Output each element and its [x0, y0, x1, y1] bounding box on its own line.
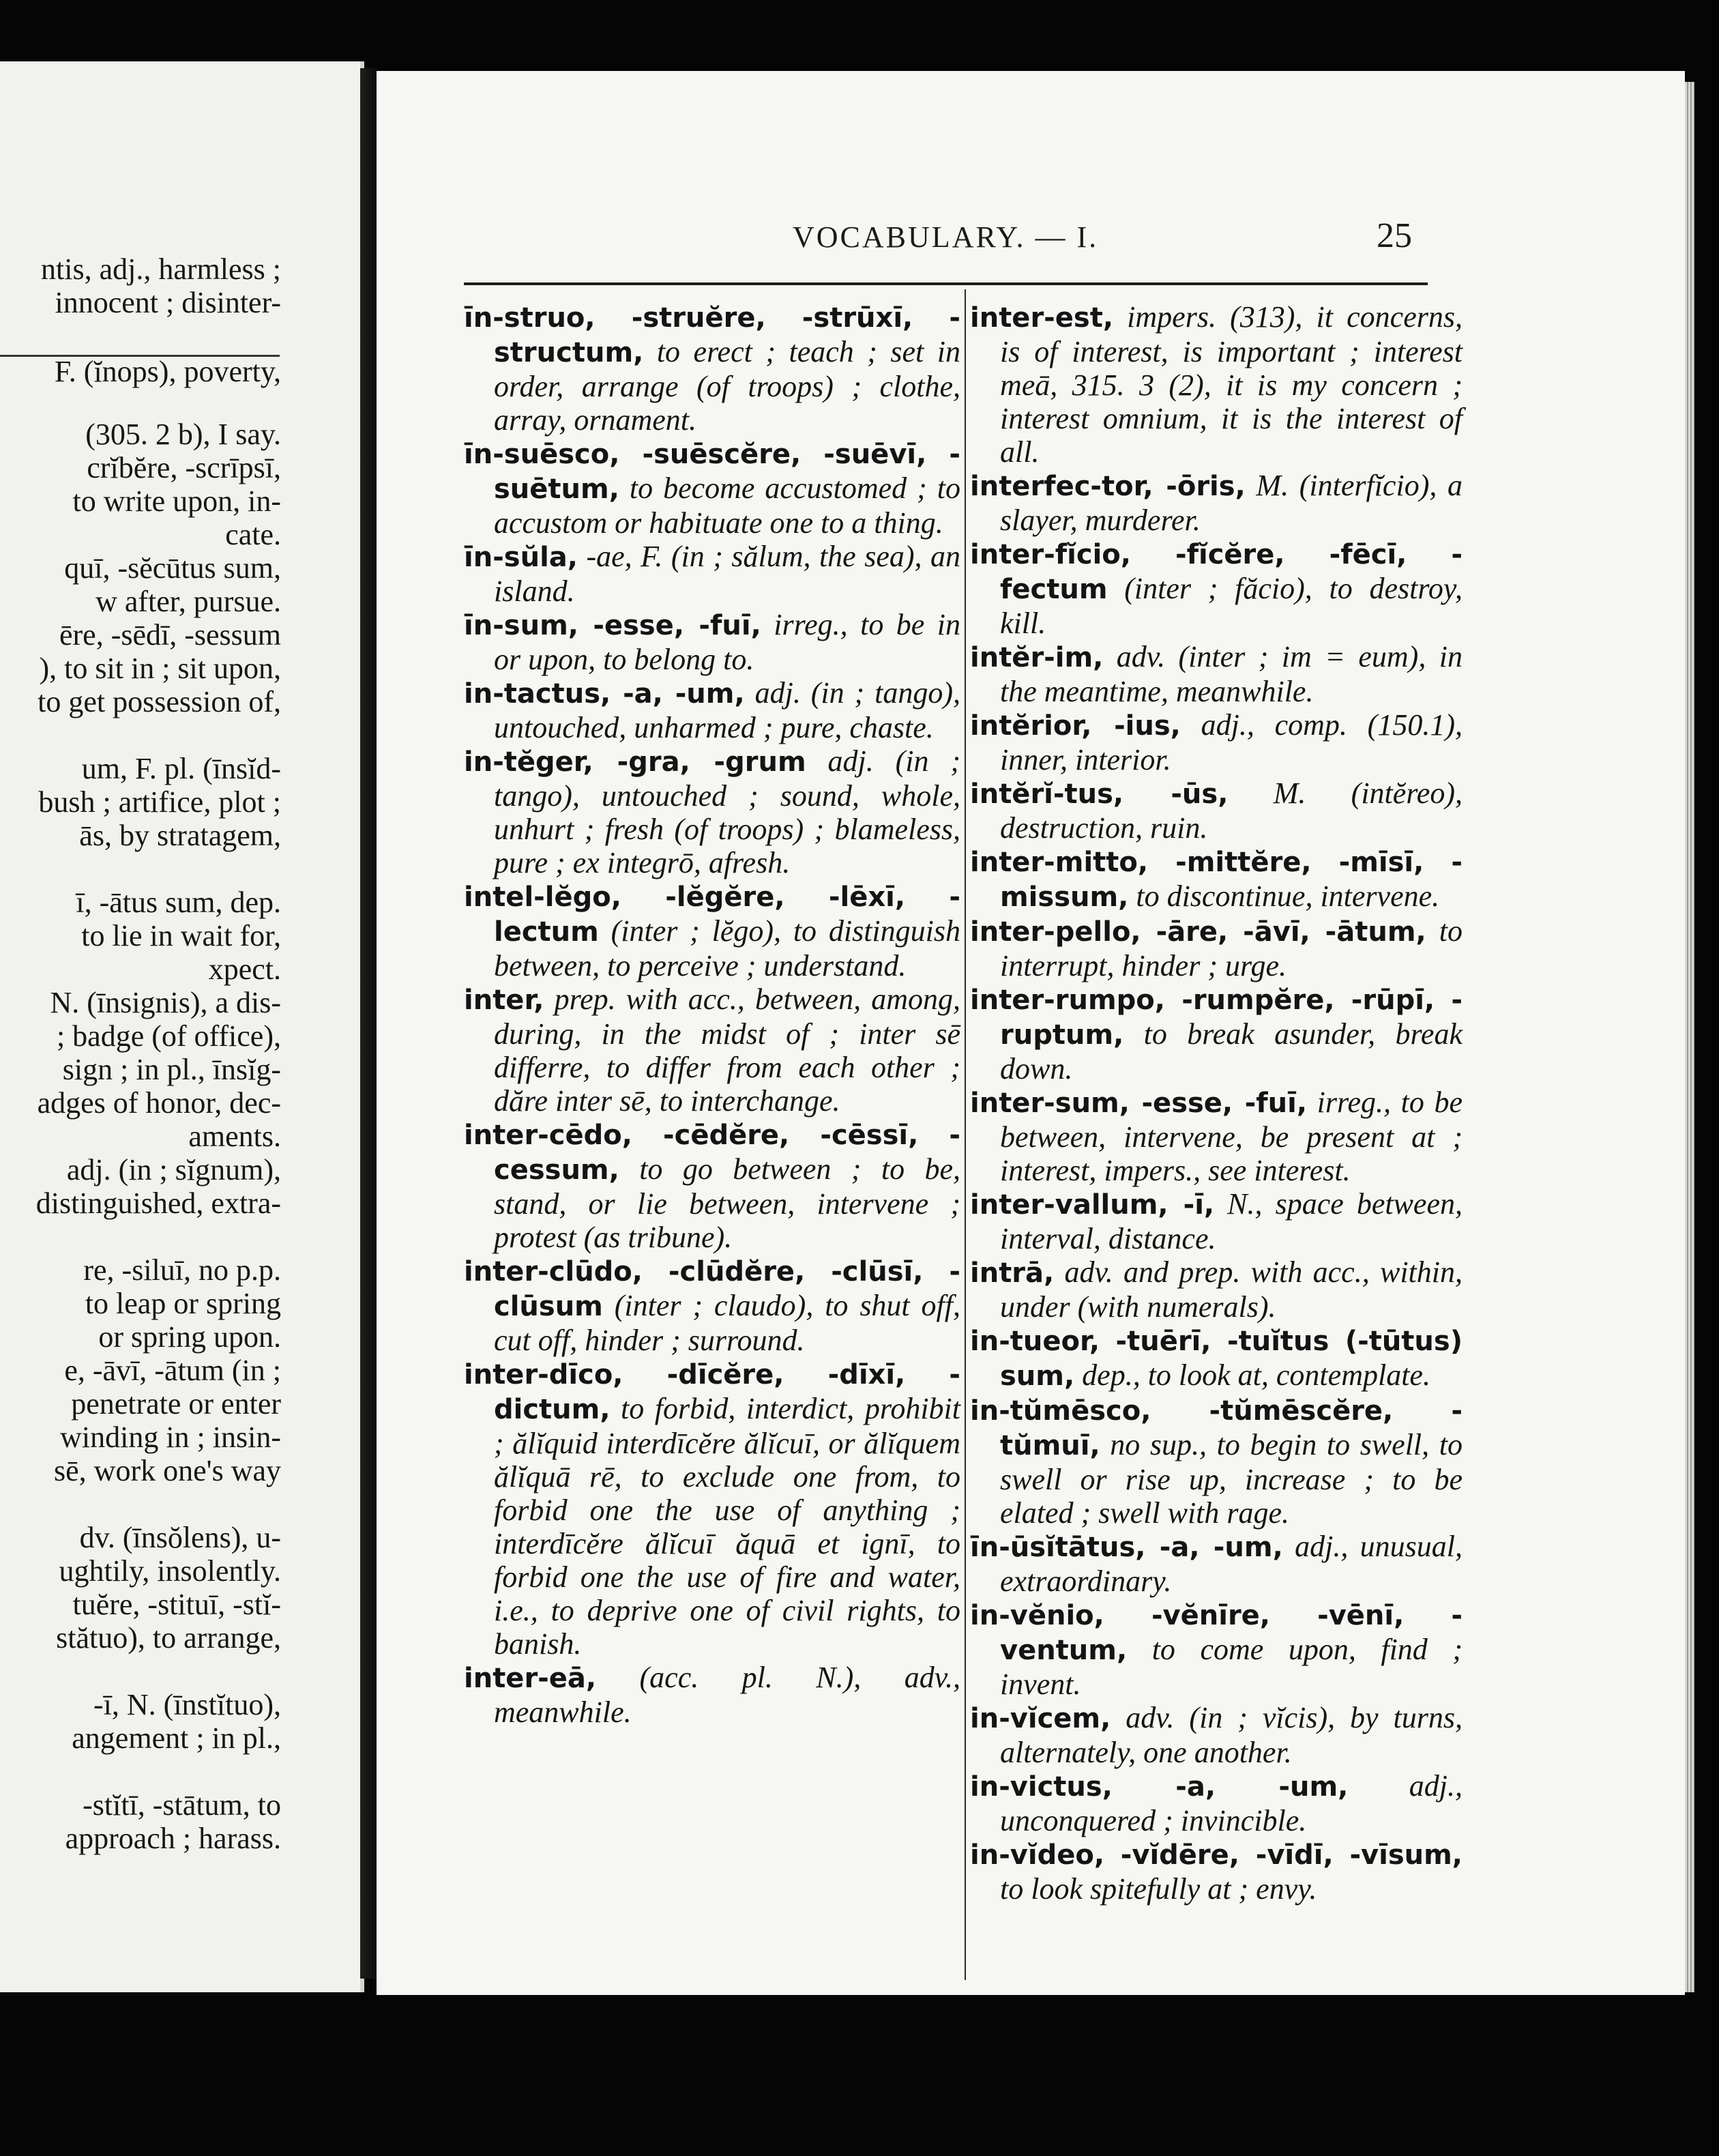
- left-page-fragment: stătuo), to arrange,: [56, 1621, 281, 1655]
- entry-headword: īn-sŭla,: [464, 542, 578, 573]
- vocabulary-entry: [970, 982, 1463, 1086]
- vocabulary-entry: [970, 914, 1463, 982]
- entry-definition: adj. (in ; tango), untouched, unharmed ; pure, chaste.: [494, 676, 961, 744]
- entry-headword: in-vĭdeo, -vĭdēre, -vīdī, -vīsum,: [970, 1839, 1463, 1871]
- entry-definition: no sup., to begin to swell, to swell or rise up, increase ; to be elated ; swell with rage.: [1000, 1428, 1463, 1530]
- vocabulary-column-left: [464, 300, 960, 1729]
- left-page-fragment: cate.: [225, 518, 281, 551]
- vocabulary-entry: [970, 1086, 1463, 1187]
- left-page-fragment: penetrate or enter: [71, 1387, 281, 1421]
- entry-definition: adj., unconquered ; invincible.: [1000, 1769, 1463, 1837]
- left-page-fragment: sē, work one's way: [54, 1454, 281, 1487]
- vocabulary-entry: [464, 1357, 960, 1661]
- entry-headword: in-vĭcem,: [970, 1703, 1111, 1734]
- entry-definition: -ae, F. (in ; sălum, the sea), an island.: [494, 540, 960, 608]
- entry-headword: īn-suēsco, -suēscĕre, -suēvī, -suētum,: [464, 439, 960, 505]
- left-page-fragment: to write upon, in-: [72, 484, 281, 518]
- vocabulary-entry: [464, 879, 960, 982]
- vocabulary-entry: [464, 608, 960, 676]
- vocabulary-entry: [970, 1701, 1463, 1769]
- entry-definition: (inter ; lĕgo), to distinguish between, to perceive ; understand.: [494, 914, 960, 982]
- vocabulary-entry: [464, 437, 960, 540]
- entry-headword: intĕrĭ-tus, -ūs,: [970, 778, 1229, 810]
- entry-definition: to discontinue, intervene.: [1128, 879, 1440, 913]
- left-page-fragment: adj. (in ; sĭgnum),: [66, 1153, 281, 1186]
- left-page-fragment: to lie in wait for,: [81, 919, 281, 952]
- left-page-fragment: xpect.: [208, 952, 281, 986]
- column-divider: [965, 289, 966, 1980]
- left-page-fragment: dv. (īnsŏlens), u-: [79, 1521, 281, 1554]
- entry-definition: adv. (in ; vĭcis), by turns, alternately, one another.: [1000, 1701, 1463, 1769]
- entry-headword: intel-lĕgo, -lĕgĕre, -lēxī, -lectum: [464, 882, 960, 948]
- left-page-fragment: distinguished, extra-: [35, 1186, 281, 1220]
- entry-definition: (inter ; făcio), to destroy, kill.: [1000, 572, 1463, 640]
- entry-definition: adj., comp. (150.1), inner, interior.: [1000, 708, 1463, 776]
- left-page-fragment: aments.: [188, 1120, 281, 1153]
- left-page-fragment: ntis, adj., harmless ;: [41, 252, 281, 286]
- entry-headword: inter-vallum, -ī,: [970, 1189, 1215, 1221]
- left-page: [0, 61, 364, 1992]
- page-edge: [1685, 82, 1694, 1992]
- entry-definition: to come upon, find ; invent.: [1000, 1633, 1463, 1701]
- left-page-fragment: tuĕre, -stituī, -stĭ-: [72, 1588, 281, 1621]
- entry-definition: M. (intĕreo), destruction, ruin.: [1000, 776, 1463, 845]
- entry-definition: prep. with acc., between, among, during, in the midst of ; inter sē differre, to differ from each other ; dăre inter sē, to interchange.: [494, 982, 960, 1118]
- vocabulary-entry: [970, 1187, 1463, 1255]
- entry-headword: intĕr-im,: [970, 642, 1104, 673]
- left-page-fragment: quī, -sĕcūtus sum,: [64, 551, 281, 585]
- left-page-fragment: um, F. pl. (īnsĭd-: [81, 752, 281, 785]
- left-page-fragment: ēre, -sēdī, -sessum: [59, 618, 281, 652]
- left-page-fragment: angement ; in pl.,: [72, 1721, 281, 1755]
- vocabulary-entry: [464, 676, 960, 744]
- entry-headword: inter-eā,: [464, 1663, 597, 1694]
- vocabulary-column-right: [970, 300, 1463, 1906]
- entry-headword: īn-sum, -esse, -fuī,: [464, 610, 761, 641]
- entry-headword: in-vĕnio, -vĕnīre, -vēnī, -ventum,: [970, 1600, 1463, 1666]
- entry-definition: M. (interfĭcio), a slayer, murderer.: [1000, 469, 1463, 537]
- entry-headword: interfec-tor, -ōris,: [970, 471, 1246, 502]
- entry-definition: to erect ; teach ; set in order, arrange (of troops) ; clothe, array, ornament.: [494, 335, 960, 437]
- left-page-fragment: ughtily, insolently.: [59, 1554, 281, 1588]
- entry-definition: adj. (in ; tango), untouched ; sound, whole, unhurt ; fresh (of troops) ; blameless, pure ; ex integrō, afresh.: [494, 744, 960, 879]
- left-page-fragment: winding in ; insin-: [60, 1421, 281, 1454]
- entry-definition: to go between ; to be, stand, or lie between, intervene ; protest (as tribune).: [494, 1152, 960, 1254]
- vocabulary-entry: [464, 1254, 960, 1357]
- left-page-fragment: or spring upon.: [98, 1320, 281, 1354]
- entry-headword: inter-rumpo, -rumpĕre, -rūpī, -ruptum,: [970, 985, 1463, 1051]
- entry-definition: N., space between, interval, distance.: [1000, 1187, 1463, 1255]
- left-page-fragment: to get possession of,: [38, 685, 281, 718]
- entry-headword: inter-clūdo, -clūdĕre, -clūsī, -clūsum: [464, 1256, 960, 1322]
- entry-headword: inter-sum, -esse, -fuī,: [970, 1088, 1308, 1119]
- entry-definition: to break asunder, break down.: [1000, 1017, 1463, 1086]
- right-page: [377, 71, 1685, 1995]
- entry-definition: irreg., to be in or upon, to belong to.: [494, 608, 960, 676]
- entry-headword: in-tactus, -a, -um,: [464, 678, 745, 710]
- entry-headword: inter,: [464, 985, 544, 1016]
- left-page-fragment: (305. 2 b), I say.: [85, 418, 281, 451]
- left-page-fragment: -ī, N. (īnstĭtuo),: [93, 1688, 281, 1721]
- left-page-fragment: re, -siluī, no p.p.: [83, 1253, 281, 1287]
- left-page-fragment: w after, pursue.: [96, 585, 281, 618]
- vocabulary-entry: [464, 982, 960, 1118]
- vocabulary-entry: [464, 540, 960, 608]
- left-page-fragment: bush ; artifice, plot ;: [38, 785, 281, 819]
- entry-definition: (acc. pl. N.), adv., meanwhile.: [494, 1661, 960, 1729]
- entry-definition: to become accustomed ; to accustom or habituate one to a thing.: [494, 471, 960, 540]
- entry-definition: dep., to look at, contemplate.: [1074, 1358, 1430, 1392]
- left-page-fragment: -stĭtī, -stātum, to: [83, 1788, 281, 1822]
- left-page-fragment: sign ; in pl., īnsĭg-: [62, 1053, 281, 1086]
- vocabulary-entry: [464, 1118, 960, 1254]
- left-page-fragment: ; badge (of office),: [56, 1019, 281, 1053]
- left-page-fragment: innocent ; disinter-: [55, 286, 281, 319]
- book-gutter: [360, 68, 378, 1979]
- left-page-fragment: F. (ĭnops), poverty,: [54, 355, 281, 388]
- entry-headword: intrā,: [970, 1257, 1055, 1289]
- entry-definition: irreg., to be between, intervene, be present at ; interest, impers., see interest.: [1000, 1086, 1463, 1187]
- entry-headword: intĕrior, -ius,: [970, 710, 1181, 742]
- entry-definition: to look spitefully at ; envy.: [1000, 1872, 1317, 1906]
- running-head: VOCABULARY. — I.: [793, 220, 1099, 254]
- vocabulary-entry: [464, 744, 960, 879]
- entry-headword: inter-est,: [970, 302, 1114, 334]
- entry-headword: īn-struo, -struĕre, -strūxī, -structum,: [464, 302, 960, 368]
- vocabulary-entry: [464, 1661, 960, 1729]
- entry-definition: adv. and prep. with acc., within, under (with numerals).: [1000, 1255, 1463, 1324]
- entry-definition: to forbid, interdict, prohibit ; ălĭquid interdīcĕre ălĭcuī, or ălĭquem ălĭquā rē, to exclude one from, to forbid one the use of anything ; interdīcĕre ălĭcuī ăquā et ignī, to forbid one the use of fire and water, i.e., to deprive one of civil rights, to banish.: [494, 1392, 960, 1661]
- entry-headword: inter-cēdo, -cēdĕre, -cēssī, -cessum,: [464, 1120, 960, 1186]
- entry-headword: īn-ūsĭtātus, -a, -um,: [970, 1532, 1283, 1563]
- left-page-fragment: approach ; harass.: [65, 1822, 281, 1855]
- vocabulary-entry: [970, 1530, 1463, 1598]
- left-page-fragment: N. (īnsignis), a dis-: [50, 986, 281, 1019]
- header-rule: [464, 282, 1428, 285]
- entry-definition: to interrupt, hinder ; urge.: [1000, 914, 1463, 982]
- entry-headword: in-victus, -a, -um,: [970, 1771, 1349, 1803]
- vocabulary-entry: [970, 300, 1463, 469]
- vocabulary-entry: [970, 708, 1463, 776]
- entry-headword: in-tueor, -tuērī, -tuĭtus (-tūtus) sum,: [970, 1326, 1463, 1392]
- entry-definition: adj., unusual, extraordinary.: [1000, 1530, 1463, 1598]
- vocabulary-entry: [970, 1393, 1463, 1530]
- entry-headword: inter-pello, -āre, -āvī, -ātum,: [970, 916, 1426, 948]
- left-page-fragment: ās, by stratagem,: [79, 819, 281, 852]
- entry-headword: inter-dīco, -dīcĕre, -dīxī, -dictum,: [464, 1359, 960, 1425]
- vocabulary-entry: [970, 1598, 1463, 1701]
- vocabulary-entry: [464, 300, 960, 437]
- left-page-fragment: to leap or spring: [85, 1287, 281, 1320]
- vocabulary-entry: [970, 845, 1463, 914]
- vocabulary-entry: [970, 776, 1463, 845]
- vocabulary-entry: [970, 1769, 1463, 1837]
- vocabulary-entry: [970, 469, 1463, 537]
- left-page-fragment: e, -āvī, -ātum (in ;: [64, 1354, 281, 1387]
- page-number: 25: [1377, 216, 1412, 255]
- left-page-fragment: ī, -ātus sum, dep.: [76, 886, 281, 919]
- vocabulary-entry: [970, 1255, 1463, 1324]
- vocabulary-entry: [970, 640, 1463, 708]
- entry-headword: in-tĕger, -gra, -grum: [464, 746, 806, 778]
- entry-headword: inter-mitto, -mittĕre, -mīsī, -missum,: [970, 847, 1463, 913]
- entry-definition: adv. (inter ; im = eum), in the meantime, meanwhile.: [1000, 640, 1463, 708]
- entry-definition: impers. (313), it concerns, is of interest, is important ; interest meā, 315. 3 (2), it is my concern ; interest omnium, it is the interest of all.: [1000, 300, 1463, 469]
- vocabulary-entry: [970, 537, 1463, 640]
- left-page-fragment: ), to sit in ; sit upon,: [39, 652, 281, 685]
- entry-headword: inter-fĭcio, -fĭcĕre, -fēcī, -fectum: [970, 539, 1463, 605]
- entry-definition: (inter ; claudo), to shut off, cut off, hinder ; surround.: [494, 1289, 960, 1357]
- vocabulary-entry: [970, 1324, 1463, 1393]
- left-page-fragment: adges of honor, dec-: [37, 1086, 281, 1120]
- vocabulary-entry: [970, 1837, 1463, 1906]
- entry-headword: in-tŭmēsco, -tŭmēscĕre, -tŭmuī,: [970, 1395, 1463, 1461]
- left-page-fragment: crĭbĕre, -scrīpsī,: [87, 451, 281, 484]
